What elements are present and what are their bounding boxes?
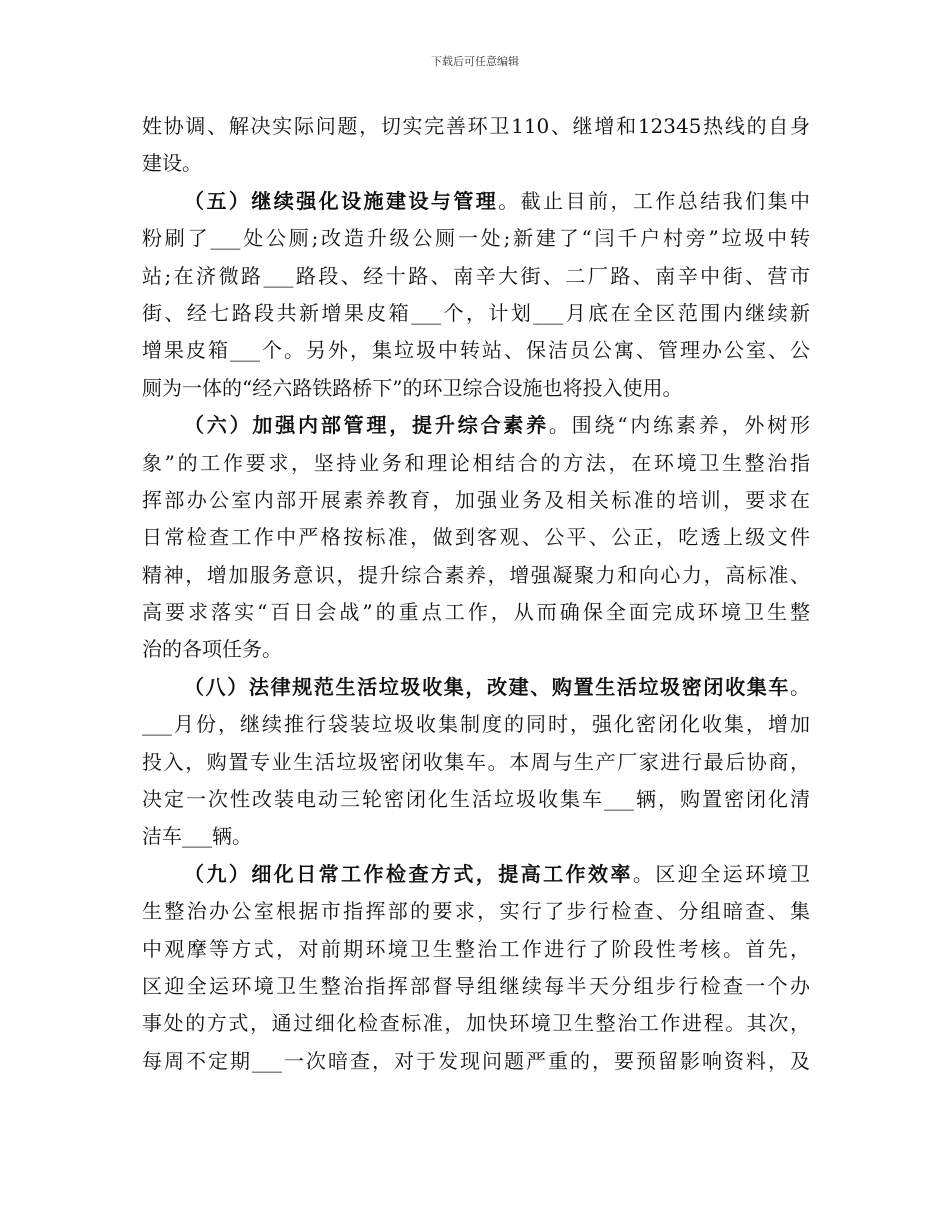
text-line: ___月份，继续推行袋装垃圾收集制度的同时，强化密闭化收集，增加 [142, 712, 810, 737]
text-line: 决定一次性改装电动三轮密闭化生活垃圾收集车___辆，购置密闭化清 [142, 787, 810, 812]
text-line: 中观摩等方式，对前期环境卫生整治工作进行了阶段性考核。首先， [142, 936, 810, 961]
section-heading-line [142, 856, 810, 893]
section-text: 。 [790, 674, 810, 699]
text-line: 高要求落实“百日会战”的重点工作，从而确保全面完成环境卫生整 [142, 600, 810, 625]
text-line: 增果皮箱___个。另外，集垃圾中转站、保洁员公寓、管理办公室、公 [142, 338, 810, 363]
text-line: 街、经七路段共新增果皮箱___个，计划___月底在全区范围内继续新 [142, 300, 810, 325]
section-heading: （六）加强内部管理，提升综合素养 [184, 413, 549, 438]
text-line: 姓协调、解决实际问题，切实完善环卫110、继增和12345热线的自身 [142, 114, 810, 138]
section-heading-line [142, 669, 810, 706]
text-line: 站;在济微路___路段、经十路、南辛大街、二厂路、南辛中街、营市 [142, 263, 810, 288]
text-line: 每周不定期___一次暗查，对于发现问题严重的，要预留影响资料，及 [142, 1048, 810, 1073]
section-heading: （九）细化日常工作检查方式，提高工作效率 [184, 861, 633, 886]
section-heading: （五）继续强化设施建设与管理 [184, 188, 499, 213]
text-line: 区迎全运环境卫生整治指挥部督导组继续每半天分组步行检查一个办 [142, 973, 810, 998]
text-line: 厕为一体的“经六路铁路桥下”的环卫综合设施也将投入使用。 [142, 375, 683, 400]
section-text: 。截止目前，工作总结我们集中 [498, 188, 810, 213]
text-line: 挥部办公室内部开展素养教育，加强业务及相关标准的培训，要求在 [142, 487, 810, 512]
text-line: 日常检查工作中严格按标准，做到客观、公平、公正，吃透上级文件 [142, 525, 810, 550]
section-heading: （八）法律规范生活垃圾收集，改建、购置生活垃圾密闭收集车 [184, 674, 790, 699]
text-line: 精神，增加服务意识，提升综合素养，增强凝聚力和向心力，高标准、 [142, 562, 810, 587]
section-heading-line [142, 183, 810, 220]
text-line: 象”的工作要求，坚持业务和理论相结合的方法，在环境卫生整治指 [142, 450, 810, 475]
text-line: 建设。 [142, 151, 202, 176]
page-header-note: 下载后可任意编辑 [431, 55, 519, 68]
text-line: 治的各项任务。 [142, 637, 282, 662]
document-body [142, 108, 810, 1080]
text-line: 生整治办公室根据市指挥部的要求，实行了步行检查、分组暗查、集 [142, 899, 810, 924]
text-line: 粉刷了___处公厕;改造升级公厕一处;新建了“闫千户村旁”垃圾中转 [142, 226, 810, 251]
section-heading-line [142, 407, 810, 444]
text-line: 投入，购置专业生活垃圾密闭收集车。本周与生产厂家进行最后协商， [142, 749, 810, 774]
section-text: 。围绕“内练素养，外树形 [548, 413, 810, 438]
section-text: 。区迎全运环境卫 [632, 861, 810, 886]
text-line: 事处的方式，通过细化检查标准，加快环境卫生整治工作进程。其次， [142, 1011, 810, 1036]
text-line: 洁车___辆。 [142, 824, 252, 849]
